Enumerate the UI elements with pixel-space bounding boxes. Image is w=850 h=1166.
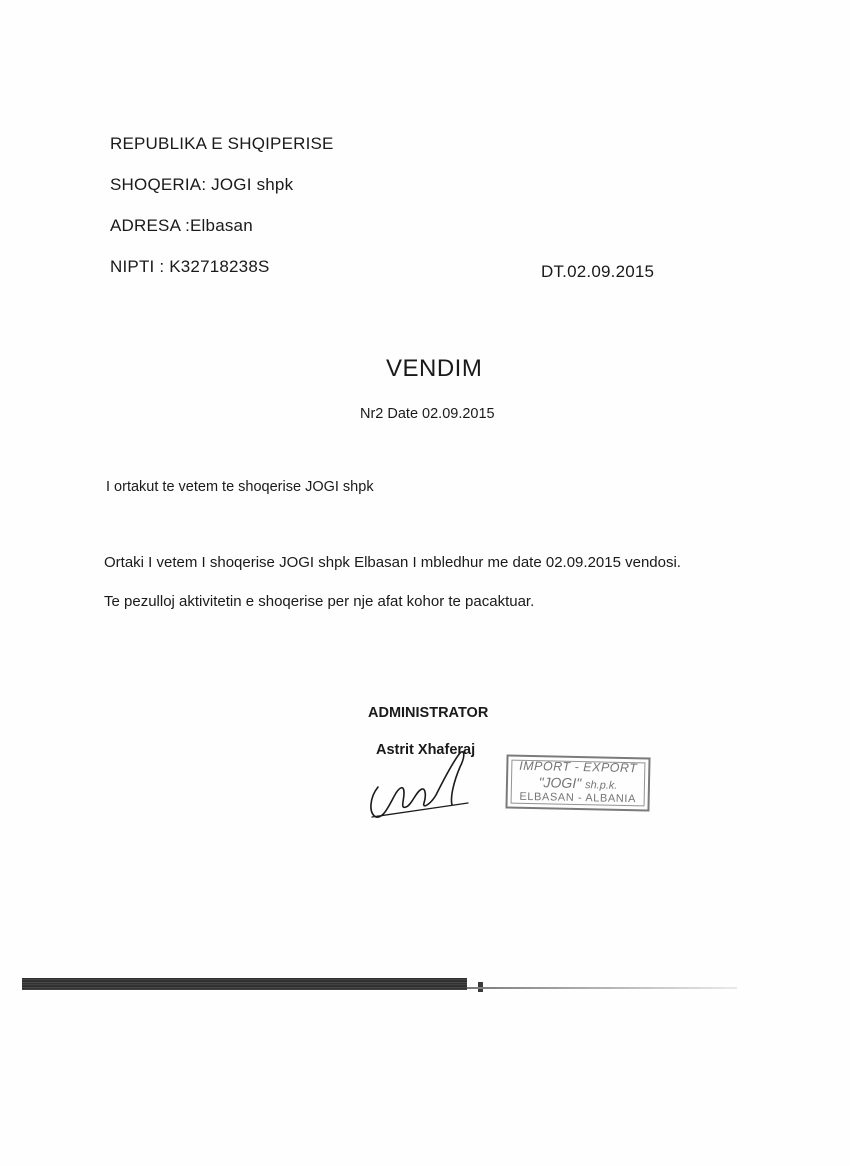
stamp-line-2 [508, 774, 648, 793]
handwritten-signature [360, 745, 480, 825]
body-paragraph-2: Te pezulloj aktivitetin e shoqerise per nje afat kohor te pacaktuar. [104, 593, 535, 610]
company-stamp [505, 754, 650, 811]
header-company: SHOQERIA: JOGI shpk [110, 175, 294, 194]
signature-role: ADMINISTRATOR [368, 705, 489, 721]
header-address: ADRESA :Elbasan [110, 216, 253, 235]
document-title: VENDIM [386, 355, 483, 382]
scan-artifact-bar [22, 978, 467, 990]
scan-artifact-line [467, 987, 737, 989]
document-number: Nr2 Date 02.09.2015 [360, 406, 495, 422]
stamp-line-3: ELBASAN - ALBANIA [519, 790, 637, 806]
stamp-company-name: "JOGI" [538, 774, 582, 792]
stamp-company-suffix: sh.p.k. [584, 779, 618, 792]
document-subject: I ortakut te vetem te shoqerise JOGI shpk [106, 479, 374, 495]
signature-name: Astrit Xhaferaj [376, 742, 476, 758]
header-country: REPUBLIKA E SHQIPERISE [110, 134, 334, 153]
body-paragraph-1: Ortaki I vetem I shoqerise JOGI shpk Elbasan I mbledhur me date 02.09.2015 vendosi. [104, 554, 681, 571]
header-nipt: NIPTI : K32718238S [110, 257, 270, 276]
header-date: DT.02.09.2015 [541, 262, 655, 281]
stamp-line-1: IMPORT - EXPORT [519, 758, 638, 776]
